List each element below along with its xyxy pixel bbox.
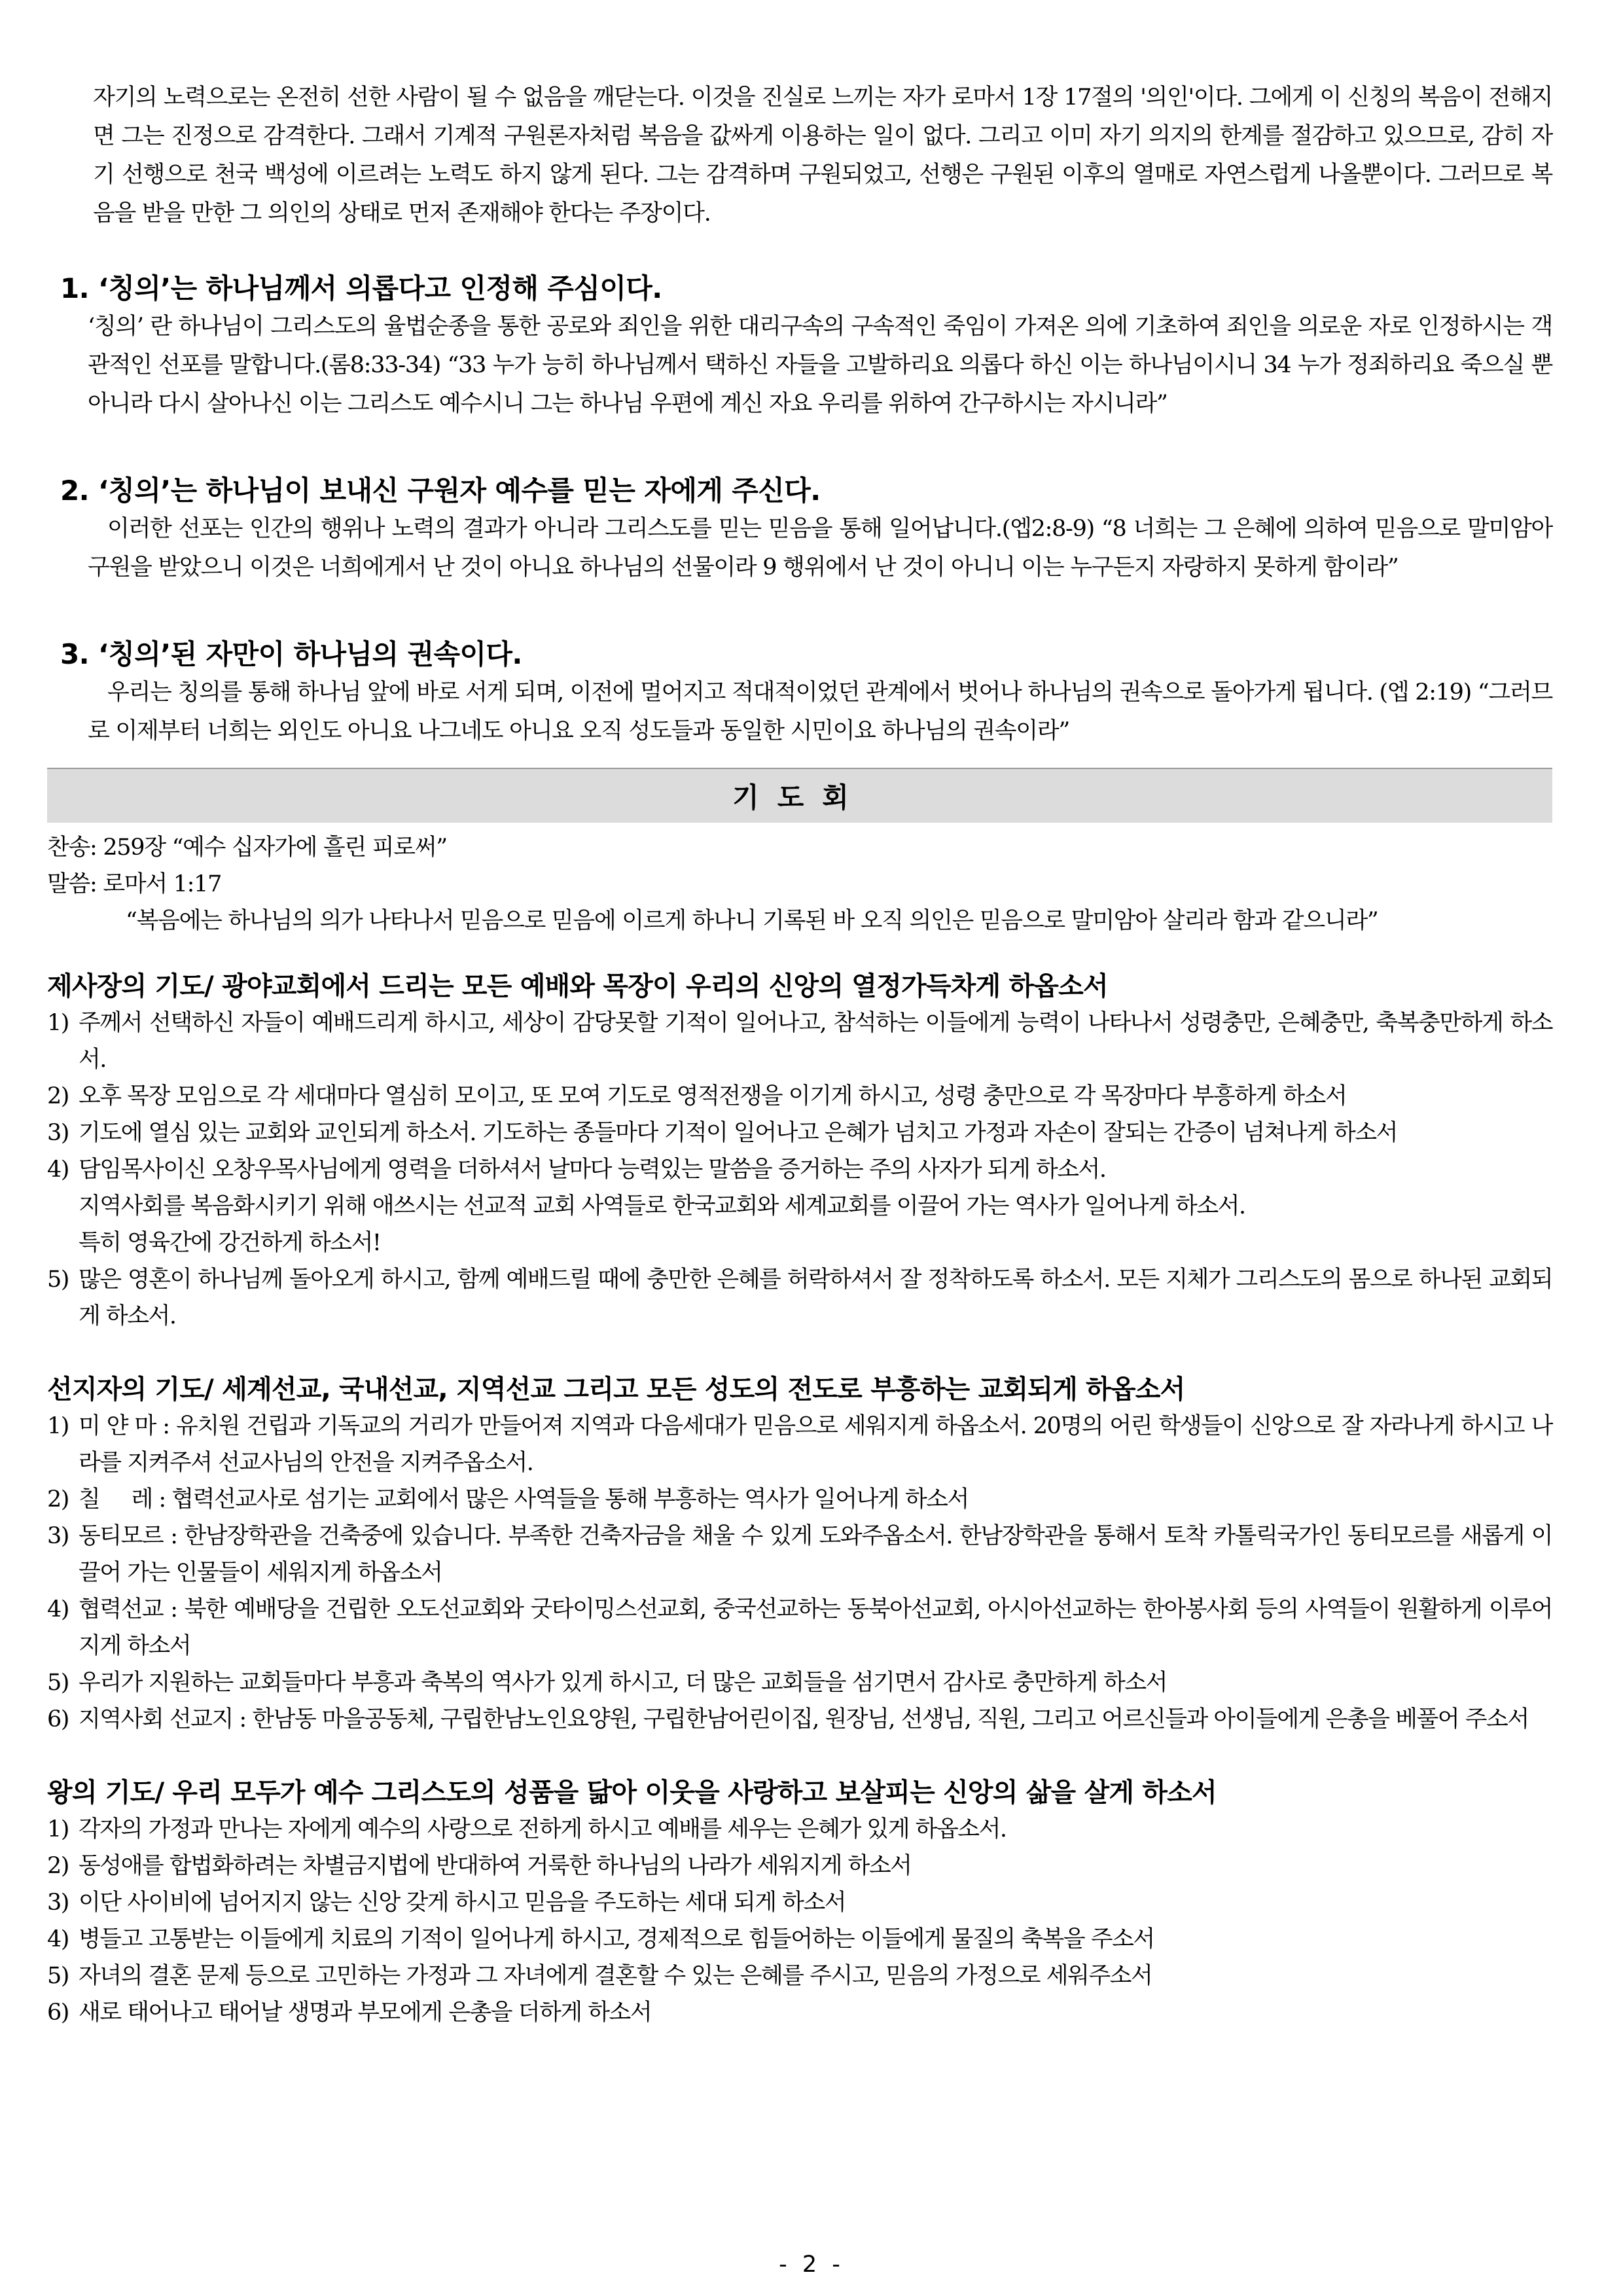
prayer-item <box>47 1884 1552 1921</box>
prayer-item <box>47 1151 1552 1188</box>
item-number: 3) <box>47 1523 69 1549</box>
prayer-heading: 왕의 기도/ 우리 모두가 예수 그리스도의 성품을 닮아 이웃을 사랑하고 보살피는 신앙의 삶을 살게 하소서 <box>47 1778 1217 1808</box>
prayer-item <box>47 1005 1552 1078</box>
item-number: 5) <box>47 1670 69 1696</box>
prayer-list <box>47 1811 1552 2031</box>
prayer-meeting-banner: 기도회 <box>47 768 1552 823</box>
prayer-list <box>47 1408 1552 1738</box>
item-text: 미 얀 마 : 유치원 건립과 기독교의 거리가 만들어져 지역과 다음세대가 믿음으로 세워지게 하옵소서. 20명의 어린 학생들이 신앙으로 잘 자라나게 하시고 나라를 지켜주셔 선교사님의 안전을 지켜주옵소서. <box>79 1413 1552 1476</box>
item-number: 2) <box>47 1083 69 1109</box>
prayer-item <box>47 1408 1552 1481</box>
section-1 <box>47 270 1552 423</box>
prayer-item <box>47 1115 1552 1151</box>
item-number: 4) <box>47 1157 69 1183</box>
item-text: 새로 태어나고 태어날 생명과 부모에게 은총을 더하게 하소서 <box>79 2000 652 2026</box>
prayer-item <box>47 1591 1552 1664</box>
item-text: 기도에 열심 있는 교회와 교인되게 하소서. 기도하는 종들마다 기적이 일어나고 은혜가 넘치고 가정과 자손이 잘되는 간증이 넘쳐나게 하소서 <box>79 1120 1397 1146</box>
priest-prayer <box>47 968 1552 1335</box>
item-number: 3) <box>47 1120 69 1146</box>
item-number: 6) <box>47 2000 69 2026</box>
item-text: 지역사회 선교지 : 한남동 마을공동체, 구립한남노인요양원, 구립한남어린이집, 원장님, 선생님, 직원, 그리고 어르신들과 아이들에게 은총을 베풀어 주소서 <box>79 1706 1529 1732</box>
section-heading: 2. ‘칭의’는 하나님이 보내신 구원자 예수를 믿는 자에게 주신다. <box>60 475 821 507</box>
section-body: 이러한 선포는 인간의 행위나 노력의 결과가 아니라 그리스도를 믿는 믿음을 통해 일어납니다.(엡2:8-9) “8 너희는 그 은혜에 의하여 믿음으로 말미암아 구원을 받았으니 이것은 너희에게서 난 것이 아니요 하나님의 선물이라 9 행위에서 난 것이 아니니 이는 누구든지 자랑하지 못하게 함이라” <box>88 516 1552 581</box>
prayer-item <box>47 1261 1552 1335</box>
item-text: 병들고 고통받는 이들에게 치료의 기적이 일어나게 하시고, 경제적으로 힘들어하는 이들에게 물질의 축복을 주소서 <box>79 1926 1154 1952</box>
prayer-item <box>47 1958 1552 1994</box>
prayer-heading: 선지자의 기도/ 세계선교, 국내선교, 지역선교 그리고 모든 성도의 전도로 부흥하는 교회되게 하옵소서 <box>47 1374 1185 1405</box>
section-body: 우리는 칭의를 통해 하나님 앞에 바로 서게 되며, 이전에 멀어지고 적대적이었던 관계에서 벗어나 하나님의 권속으로 돌아가게 됩니다. (엡 2:19) “그러므로 이제부터 너희는 외인도 아니요 나그네도 아니요 오직 성도들과 동일한 시민이요 하나님의 권속이라” <box>88 679 1552 744</box>
section-body: ‘칭의’ 란 하나님이 그리스도의 율법순종을 통한 공로와 죄인을 위한 대리구속의 구속적인 죽임이 가져온 의에 기초하여 죄인을 의로운 자로 인정하시는 객관적인 선포를 말합니다.(롬8:33-34) “33 누가 능히 하나님께서 택하신 자들을 고발하리요 의롭다 하신 이는 하나님이시니 34 누가 정죄하리요 죽으실 뿐 아니라 다시 살아나신 이는 그리스도 예수시니 그는 하나님 우편에 계신 자요 우리를 위하여 간구하시는 자시니라” <box>88 314 1552 417</box>
prayer-item <box>47 1078 1552 1115</box>
item-number: 2) <box>47 1486 69 1513</box>
king-prayer <box>47 1774 1552 2031</box>
item-number: 3) <box>47 1890 69 1916</box>
item-number: 1) <box>47 1816 69 1842</box>
prayer-item-continuation: 특히 영육간에 강건하게 하소서! <box>79 1230 381 1256</box>
scripture-reference: 말씀: 로마서 1:17 <box>47 871 222 897</box>
item-text: 이단 사이비에 넘어지지 않는 신앙 갖게 하시고 믿음을 주도하는 세대 되게 하소서 <box>79 1890 846 1916</box>
item-text: 동티모르 : 한남장학관을 건축중에 있습니다. 부족한 건축자금을 채울 수 있게 도와주옵소서. 한남장학관을 통해서 토착 카톨릭국가인 동티모르를 새롭게 이끌어 가는 인물들이 세워지게 하옵소서 <box>79 1523 1552 1586</box>
section-3 <box>47 636 1552 751</box>
section-heading: 1. ‘칭의’는 하나님께서 의롭다고 인정해 주심이다. <box>60 272 662 304</box>
item-number: 1) <box>47 1413 69 1439</box>
item-number: 4) <box>47 1926 69 1952</box>
prayer-item <box>47 1811 1552 1848</box>
item-number: 1) <box>47 1010 69 1036</box>
prayer-list <box>47 1005 1552 1335</box>
prayer-item <box>47 1701 1552 1738</box>
item-text: 각자의 가정과 만나는 자에게 예수의 사랑으로 전하게 하시고 예배를 세우는 은혜가 있게 하옵소서. <box>79 1816 1007 1842</box>
intro-paragraph: 자기의 노력으로는 온전히 선한 사람이 될 수 없음을 깨닫는다. 이것을 진실로 느끼는 자가 로마서 1장 17절의 '의인'이다. 그에게 이 신칭의 복음이 전해지면 그는 진정으로 감격한다. 그래서 기계적 구원론자처럼 복음을 값싸게 이용하는 일이 없다. 그리고 이미 자기 의지의 한계를 절감하고 있으므로, 감히 자기 선행으로 천국 백성에 이르려는 노력도 하지 않게 된다. 그는 감격하며 구원되었고, 선행은 구원된 이후의 열매로 자연스럽게 나올뿐이다. 그러므로 복음을 받을 만한 그 의인의 상태로 먼저 존재해야 한다는 주장이다. <box>93 84 1552 226</box>
prayer-item <box>47 1994 1552 2031</box>
prophet-prayer <box>47 1371 1552 1738</box>
section-heading: 3. ‘칭의’된 자만이 하나님의 권속이다. <box>60 638 522 670</box>
section-2 <box>47 472 1552 587</box>
item-text: 주께서 선택하신 자들이 예배드리게 하시고, 세상이 감당못할 기적이 일어나고, 참석하는 이들에게 능력이 나타나서 성령충만, 은혜충만, 축복충만하게 하소서. <box>79 1010 1552 1073</box>
item-text: 동성애를 합법화하려는 차별금지법에 반대하여 거룩한 하나님의 나라가 세워지게 하소서 <box>79 1853 912 1879</box>
prayer-item <box>47 1481 1552 1518</box>
item-text: 우리가 지원하는 교회들마다 부흥과 축복의 역사가 있게 하시고, 더 많은 교회들을 섬기면서 감사로 충만하게 하소서 <box>79 1670 1167 1696</box>
prayer-item-continuation: 지역사회를 복음화시키기 위해 애쓰시는 선교적 교회 사역들로 한국교회와 세계교회를 이끌어 가는 역사가 일어나게 하소서. <box>79 1193 1245 1219</box>
prayer-item <box>47 1664 1552 1701</box>
page-content <box>47 79 1552 2031</box>
item-number: 2) <box>47 1853 69 1879</box>
item-text: 칠 레 : 협력선교사로 섬기는 교회에서 많은 사역들을 통해 부흥하는 역사가 일어나게 하소서 <box>79 1486 969 1513</box>
prayer-item <box>47 1518 1552 1591</box>
prayer-item <box>47 1848 1552 1884</box>
hymn-line: 찬송: 259장 “예수 십자가에 흘린 피로써” <box>47 834 447 861</box>
prayer-heading: 제사장의 기도/ 광야교회에서 드리는 모든 예배와 목장이 우리의 신앙의 열정가득차게 하옵소서 <box>47 971 1108 1001</box>
item-text: 자녀의 결혼 문제 등으로 고민하는 가정과 그 자녀에게 결혼할 수 있는 은혜를 주시고, 믿음의 가정으로 세워주소서 <box>79 1963 1152 1989</box>
item-number: 5) <box>47 1266 69 1293</box>
item-text: 담임목사이신 오창우목사님에게 영력을 더하셔서 날마다 능력있는 말씀을 증거하는 주의 사자가 되게 하소서. <box>79 1157 1106 1183</box>
prayer-item <box>47 1921 1552 1958</box>
item-number: 5) <box>47 1963 69 1989</box>
page-number: - 2 - <box>779 2251 844 2278</box>
scripture-text: “복음에는 하나님의 의가 나타나서 믿음으로 믿음에 이르게 하나니 기록된 바 오직 의인은 믿음으로 말미암아 살리라 함과 같으니라” <box>126 908 1378 934</box>
item-text: 오후 목장 모임으로 각 세대마다 열심히 모이고, 또 모여 기도로 영적전쟁을 이기게 하시고, 성령 충만으로 각 목장마다 부흥하게 하소서 <box>79 1083 1347 1109</box>
item-number: 6) <box>47 1706 69 1732</box>
item-text: 협력선교 : 북한 예배당을 건립한 오도선교회와 굿타이밍스선교회, 중국선교하는 동북아선교회, 아시아선교하는 한아봉사회 등의 사역들이 원활하게 이루어지게 하소서 <box>79 1596 1552 1659</box>
item-text: 많은 영혼이 하나님께 돌아오게 하시고, 함께 예배드릴 때에 충만한 은혜를 허락하셔서 잘 정착하도록 하소서. 모든 지체가 그리스도의 몸으로 하나된 교회되게 하소서. <box>79 1266 1552 1329</box>
item-number: 4) <box>47 1596 69 1623</box>
